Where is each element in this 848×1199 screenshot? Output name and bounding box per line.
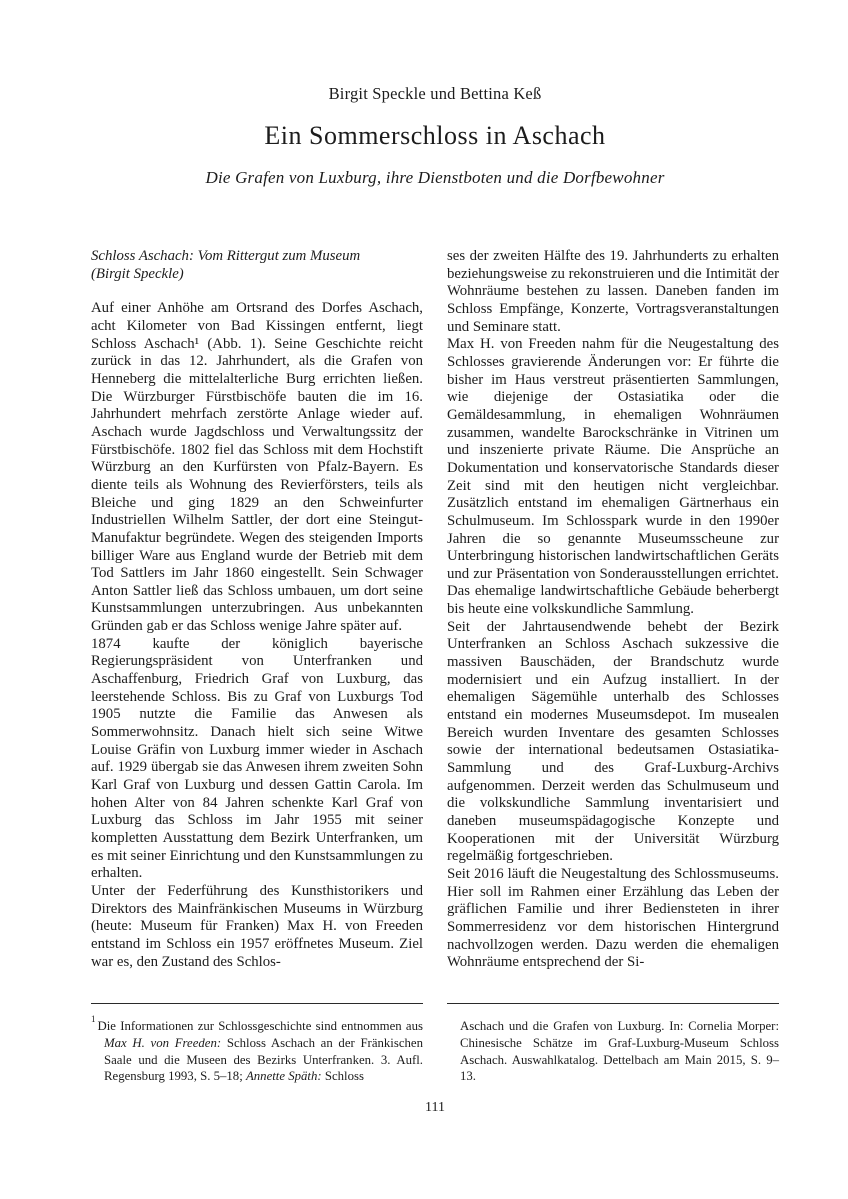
paragraph-left-3: Unter der Federführung des Kunsthistorikers und Direktors des Mainfränkischen Museums in Würzburg (heute: Museum für Franken) Max H. von Freeden entstand im Schloss ein 1957 eröffnetes Museum. Ziel war es, den Zustand des Schlos- [91,882,423,970]
paragraph-right-2: Max H. von Freeden nahm für die Neugestaltung des Schlosses gravierende Änderungen vor: Er führte die bisher im Haus verstreut präsentierten Sammlungen, wie diejenige der Ostasiatika oder die Gemäldesammlung, in ehemaligen Wohnräumen zusammen, wandelte Barockschränke in Vitrinen um und inszenierte private Räume. Die Ansprüche an Dokumentation und konservatorische Standards dieser Zeit sind mit den heutigen nicht vergleichbar. Zusätzlich entstand im ehemaligen Gärtnerhaus ein Schulmuseum. Im Schlosspark wurde in den 1990er Jahren die so genannte Museumsscheune zur Unterbringung historischen landwirtschaftlichen Geräts und zur Präsentation von Sonderausstellungen errichtet. Das ehemalige landwirtschaftliche Gebäude beherbergt bis heute eine volkskundliche Sammlung. [447,336,779,618]
page-number: 111 [425,1100,445,1115]
section-heading-line2: (Birgit Speckle) [91,265,184,282]
paragraph-right-3: Seit der Jahrtausendwende behebt der Bezirk Unterfranken an Schloss Aschach sukzessive die massiven Bauschäden, der Brandschutz wurde modernisiert und ein Aufzug installiert. In der ehemaligen Sägemühle unterhalb des Schlosses entstand ein modernes Museumsdepot. Im musealen Bereich wurden Inventare des gesamten Schlosses sowie der international bedeutsamen Ostasiatika-Sammlung und des Graf-Luxburg-Archivs aufgenommen. Derzeit werden das Schulmuseum und die volkskundliche Sammlung inventarisiert und daneben museumspädagogische Konzepte und Kooperationen mit der Universität Würzburg regelmäßig fortgeschrieben. [447,618,779,865]
footnotes-section [91,1003,779,1085]
footnote-text-right [447,1018,779,1085]
article-subtitle: Die Grafen von Luxburg, ihre Dienstboten und die Dorfbewohner [205,168,665,187]
footnote-marker: 1 [91,1013,96,1024]
article-title: Ein Sommerschloss in Aschach [264,121,606,150]
paragraph-right-1: ses der zweiten Hälfte des 19. Jahrhunderts zu erhalten beziehungsweise zu rekonstruieren und die Intimität der Wohnräume bestehen zu lassen. Daneben fanden im Schloss Empfänge, Konzerte, Vortragsveranstaltungen und Seminare statt. [447,248,779,335]
right-column [447,248,779,972]
footnote-column-right [447,1003,779,1085]
paragraph-right-4: Seit 2016 läuft die Neugestaltung des Schlossmuseums. Hier soll im Rahmen einer Erzählung das Leben der gräflichen Familie und ihrer Bediensteten in ihrer Sommerresidenz vor dem historischen Hintergrund nachvollzogen werden. Dazu werden die ehemaligen Wohnräume entsprechend der Si- [447,865,779,971]
footnote-runs-left: Die Informationen zur Schlossgeschichte sind entnommen aus Max H. von Freeden: Schloss Aschach an der Fränkischen Saale und die Museen des Bezirks Unterfranken. 3. Aufl. Regensburg 1993, S. 5–18; Annette Späth: Schloss [97,1019,423,1084]
paragraph-left-1: Auf einer Anhöhe am Ortsrand des Dorfes Aschach, acht Kilometer von Bad Kissingen entfernt, liegt Schloss Aschach¹ (Abb. 1). Seine Geschichte reicht zurück in das 12. Jahrhundert, als die Grafen von Henneberg die mittelalterliche Burg errichten ließen. Die Würzburger Fürstbischöfe bauten die im 16. Jahrhundert mehrfach zerstörte Anlage wieder auf. Aschach wurde Jagdschloss und Verwaltungssitz der Fürstbischöfe. 1802 fiel das Schloss mit dem Hochstift Würzburg an den Kurfürsten von Pfalz-Bayern. Es diente teils als Wohnung des Revierförsters, teils als Bleiche und ging 1829 an den Schweinfurter Industriellen Wilhelm Sattler, der dort eine Steingut-Manufaktur begründete. Wegen des steigenden Imports billiger Ware aus England wurde der Betrieb mit dem Tod Sattlers im Jahr 1860 eingestellt. Sein Schwager Anton Sattler ließ das Schloss umbauen, um dort seine Kunstsammlungen unterzubringen. Aus unbekannten Gründen gab er das Schloss wenige Jahre später auf. [91,300,423,635]
left-column [91,248,423,972]
footnote-text-left [91,1013,423,1085]
authors-line: Birgit Speckle und Bettina Keß [328,84,542,103]
section-heading-line1: Schloss Aschach: Vom Rittergut zum Museum [91,248,361,264]
section-heading [91,248,423,283]
paragraph-left-2: 1874 kaufte der königlich bayerische Regierungspräsident von Unterfranken und Aschaffenburg, Friedrich Graf von Luxburg, das leerstehende Schloss. Bis zu Graf von Luxburgs Tod 1905 nutzte die Familie das Anwesen als Sommerwohnsitz. Danach hielt sich seine Witwe Louise Gräfin von Luxburg immer wieder in Aschach auf. 1929 übergab sie das Anwesen ihrem zweiten Sohn Karl Graf von Luxburg und dessen Gattin Carola. Im hohen Alter von 84 Jahren schenkte Karl Graf von Luxburg das Schloss im Jahr 1955 mit seiner kompletten Ausstattung dem Bezirk Unterfranken, um es mit seiner Einrichtung und den Kunstsammlungen zu erhalten. [91,635,423,882]
body-columns [91,248,779,972]
footnote-runs-right: Aschach und die Grafen von Luxburg. In: Cornelia Morper: Chinesische Schätze im Graf-Luxburg-Museum Schloss Aschach. Auswahlkatalog. Dettelbach am Main 2015, S. 9–13. [460,1019,779,1084]
footnote-column-left [91,1003,423,1085]
